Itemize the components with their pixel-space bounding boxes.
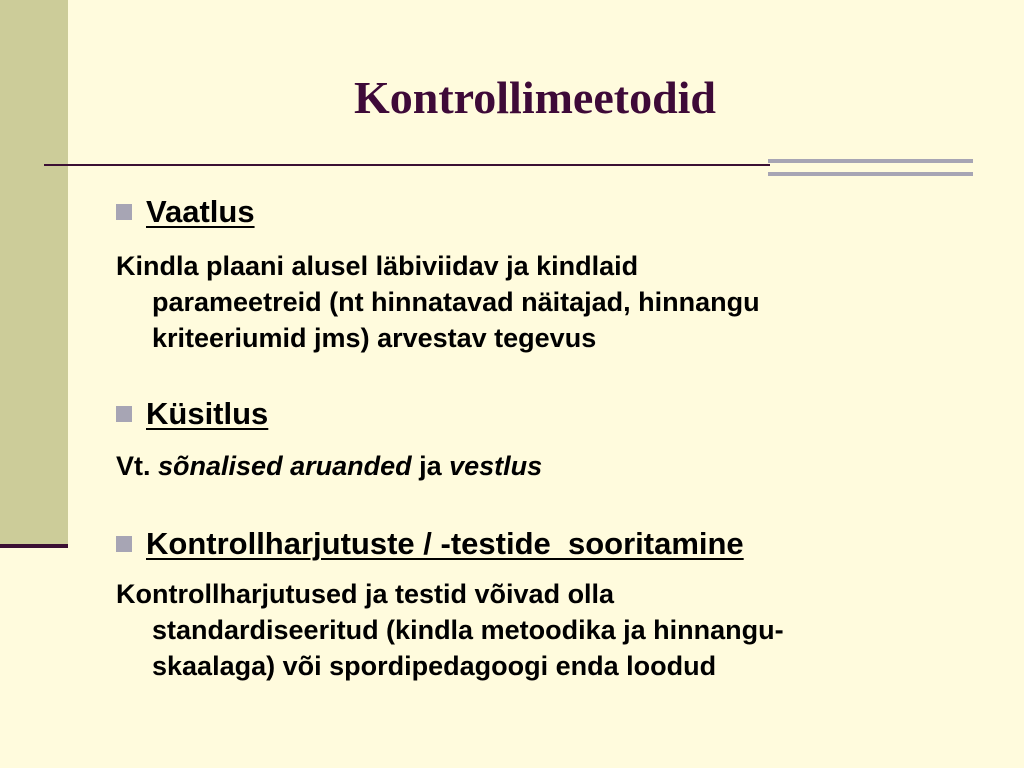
slide-title: Kontrollimeetodid (353, 72, 717, 123)
body-line (116, 448, 986, 484)
square-bullet-icon (116, 204, 132, 220)
title-divider-bar-bottom (768, 172, 973, 176)
title-divider-bar-top (768, 159, 973, 163)
body-line: Kindla plaani alusel läbiviidav ja kindlaid (116, 251, 639, 281)
title-divider (44, 164, 770, 166)
section-heading: Kontrollharjutuste / -testide sooritamine (146, 526, 744, 561)
body-line: kriteeriumid jms) arvestav tegevus (152, 323, 597, 353)
section-body (116, 448, 986, 484)
section-body (116, 576, 986, 684)
left-accent-line (0, 544, 68, 548)
section-kusitlus (116, 396, 268, 432)
body-text-italic: vestlus (449, 451, 543, 481)
body-line: parameetreid (nt hinnatavad näitajad, hinnangu (152, 287, 760, 317)
left-decorative-strip (0, 0, 68, 548)
section-body (116, 248, 986, 356)
body-line: standardiseeritud (kindla metoodika ja hinnangu- (152, 615, 784, 645)
body-text-italic: sõnalised aruanded (158, 451, 412, 481)
section-vaatlus (116, 194, 255, 230)
section-heading: Küsitlus (146, 396, 269, 431)
section-kontrollharjutused (116, 526, 744, 562)
square-bullet-icon (116, 406, 132, 422)
body-line: Kontrollharjutused ja testid võivad olla (116, 579, 615, 609)
body-text-plain: ja (411, 451, 450, 481)
body-text-plain: Vt. (116, 451, 159, 481)
section-heading: Vaatlus (146, 194, 255, 229)
square-bullet-icon (116, 536, 132, 552)
body-line: skaalaga) või spordipedagoogi enda loodud (152, 651, 717, 681)
